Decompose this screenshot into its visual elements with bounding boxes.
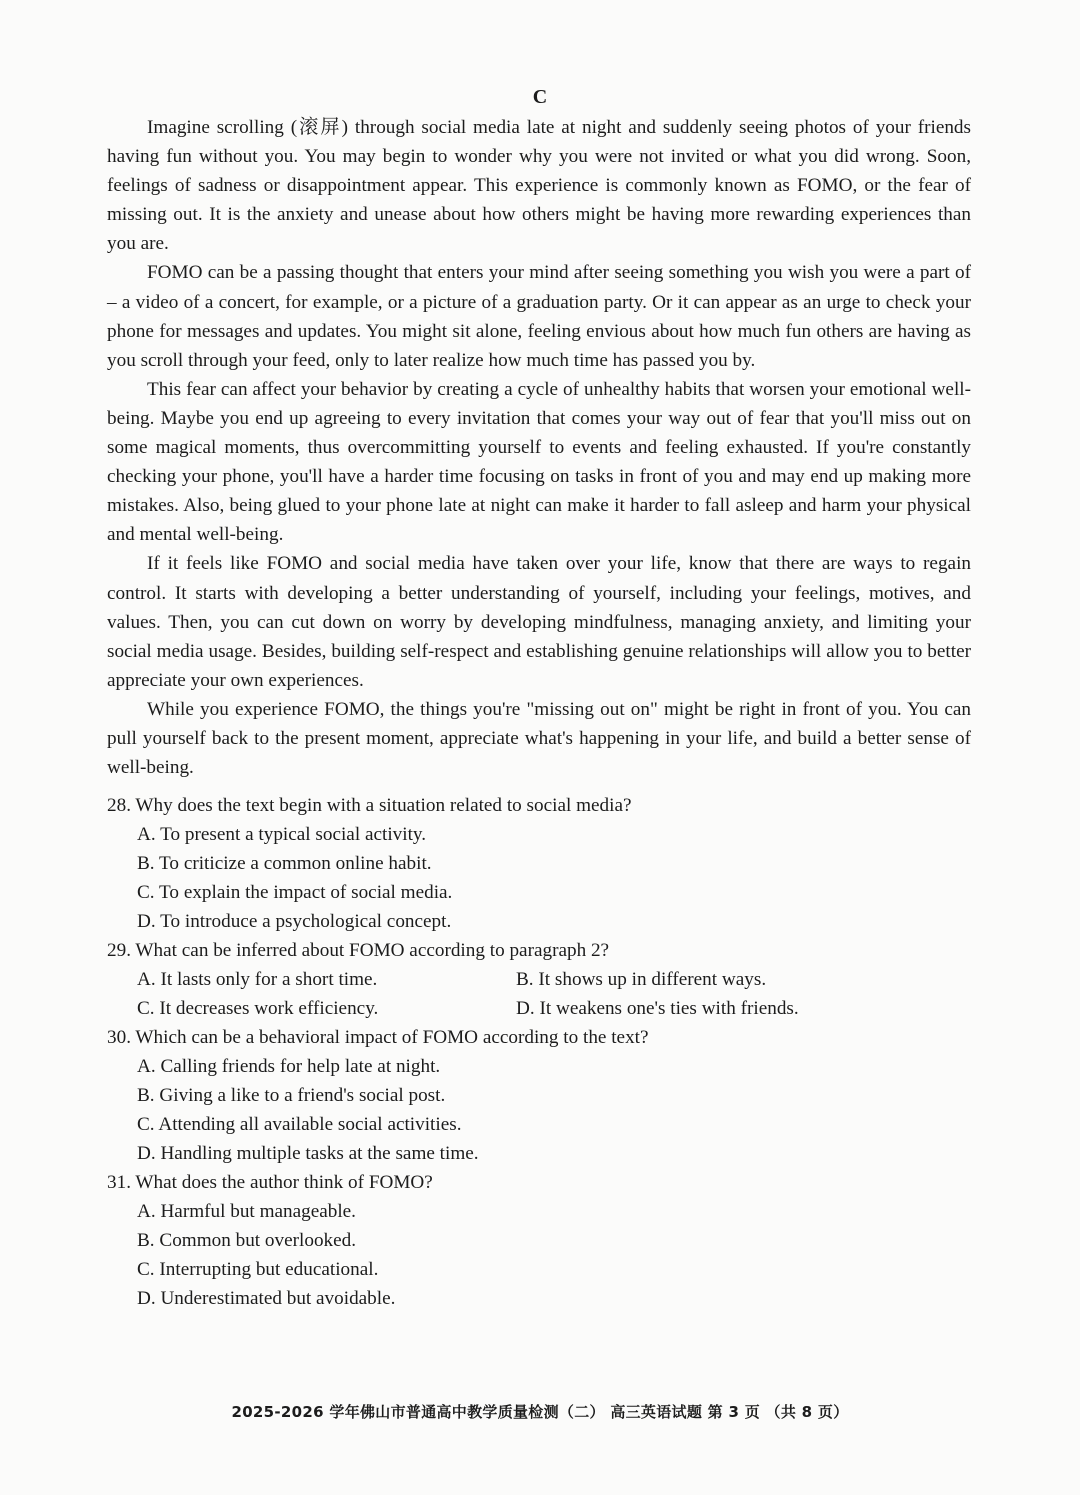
option-row [137, 994, 971, 1023]
option-b: B. To criticize a common online habit. [137, 853, 432, 874]
question-stem: 29. What can be inferred about FOMO according to paragraph 2? [107, 940, 610, 961]
question-28 [107, 791, 971, 936]
option-c: C. It decreases work efficiency. [137, 998, 379, 1019]
option-a: A. To present a typical social activity. [137, 824, 427, 845]
passage-paragraph-3: This fear can affect your behavior by creating a cycle of unhealthy habits that worsen your emotional well-being. Maybe you end up agreeing to every invitation that comes your way out of fear that you'll miss out on some magical moments, thus overcommitting yourself to events and feeling exhausted. If you're constantly checking your phone, you'll have a harder time focusing on tasks in front of you and may end up making more mistakes. Also, being glued to your phone late at night can make it harder to fall asleep and harm your physical and mental well-being. [107, 378, 971, 546]
question-stem: 30. Which can be a behavioral impact of FOMO according to the text? [107, 1027, 649, 1048]
option-a: A. Harmful but manageable. [137, 1201, 356, 1222]
section-label: C [532, 86, 548, 108]
passage-paragraph-2: FOMO can be a passing thought that enters your mind after seeing something you wish you were a part of – a video of a concert, for example, or a picture of a graduation party. Or it can appear as an urge to check your phone for messages and updates. You might sit alone, feeling envious about how much fun others are having as you scroll through your feed, only to later realize how much time has passed you by. [107, 262, 971, 371]
question-31 [107, 1168, 971, 1313]
option-c: C. Interrupting but educational. [137, 1259, 379, 1280]
option-c: C. Attending all available social activities. [137, 1114, 462, 1135]
question-stem: 28. Why does the text begin with a situation related to social media? [107, 795, 632, 816]
option-d: D. It weakens one's ties with friends. [516, 998, 799, 1019]
option-c: C. To explain the impact of social media. [137, 882, 453, 903]
passage-paragraph-4: If it feels like FOMO and social media have taken over your life, know that there are ways to regain control. It starts with developing a better understanding of yourself, including your feelings, motives, and values. Then, you can cut down on worry by developing mindfulness, managing anxiety, and limiting your social media usage. Besides, building self-respect and establishing genuine relationships will allow you to better appreciate your own experiences. [107, 553, 971, 691]
option-a: A. It lasts only for a short time. [137, 969, 378, 990]
option-b: B. Common but overlooked. [137, 1230, 357, 1251]
option-b: B. Giving a like to a friend's social post. [137, 1085, 446, 1106]
reading-passage [107, 113, 971, 782]
passage-paragraph-1: Imagine scrolling (滚屏) through social media late at night and suddenly seeing photos of your friends having fun without you. You may begin to wonder why you were not invited or what you did wrong. Soon, feelings of sadness or disappointment appear. This experience is commonly known as FOMO, or the fear of missing out. It is the anxiety and unease about how others might be having more rewarding experiences than you are. [107, 117, 971, 255]
question-30 [107, 1023, 971, 1168]
option-b: B. It shows up in different ways. [516, 969, 767, 990]
question-stem: 31. What does the author think of FOMO? [107, 1172, 433, 1193]
question-list [107, 791, 971, 1313]
option-row [137, 965, 971, 994]
option-a: A. Calling friends for help late at night. [137, 1056, 441, 1077]
option-d: D. Handling multiple tasks at the same time. [137, 1143, 479, 1164]
option-d: D. Underestimated but avoidable. [137, 1288, 396, 1309]
page-footer: 2025-2026 学年佛山市普通高中教学质量检测（二） 高三英语试题 第 3 页 （共 8 页） [231, 1403, 849, 1421]
passage-paragraph-5: While you experience FOMO, the things you're "missing out on" might be right in front of you. You can pull yourself back to the present moment, appreciate what's happening in your life, and build a better sense of well-being. [107, 698, 971, 779]
question-29 [107, 936, 971, 1023]
option-d: D. To introduce a psychological concept. [137, 911, 452, 932]
